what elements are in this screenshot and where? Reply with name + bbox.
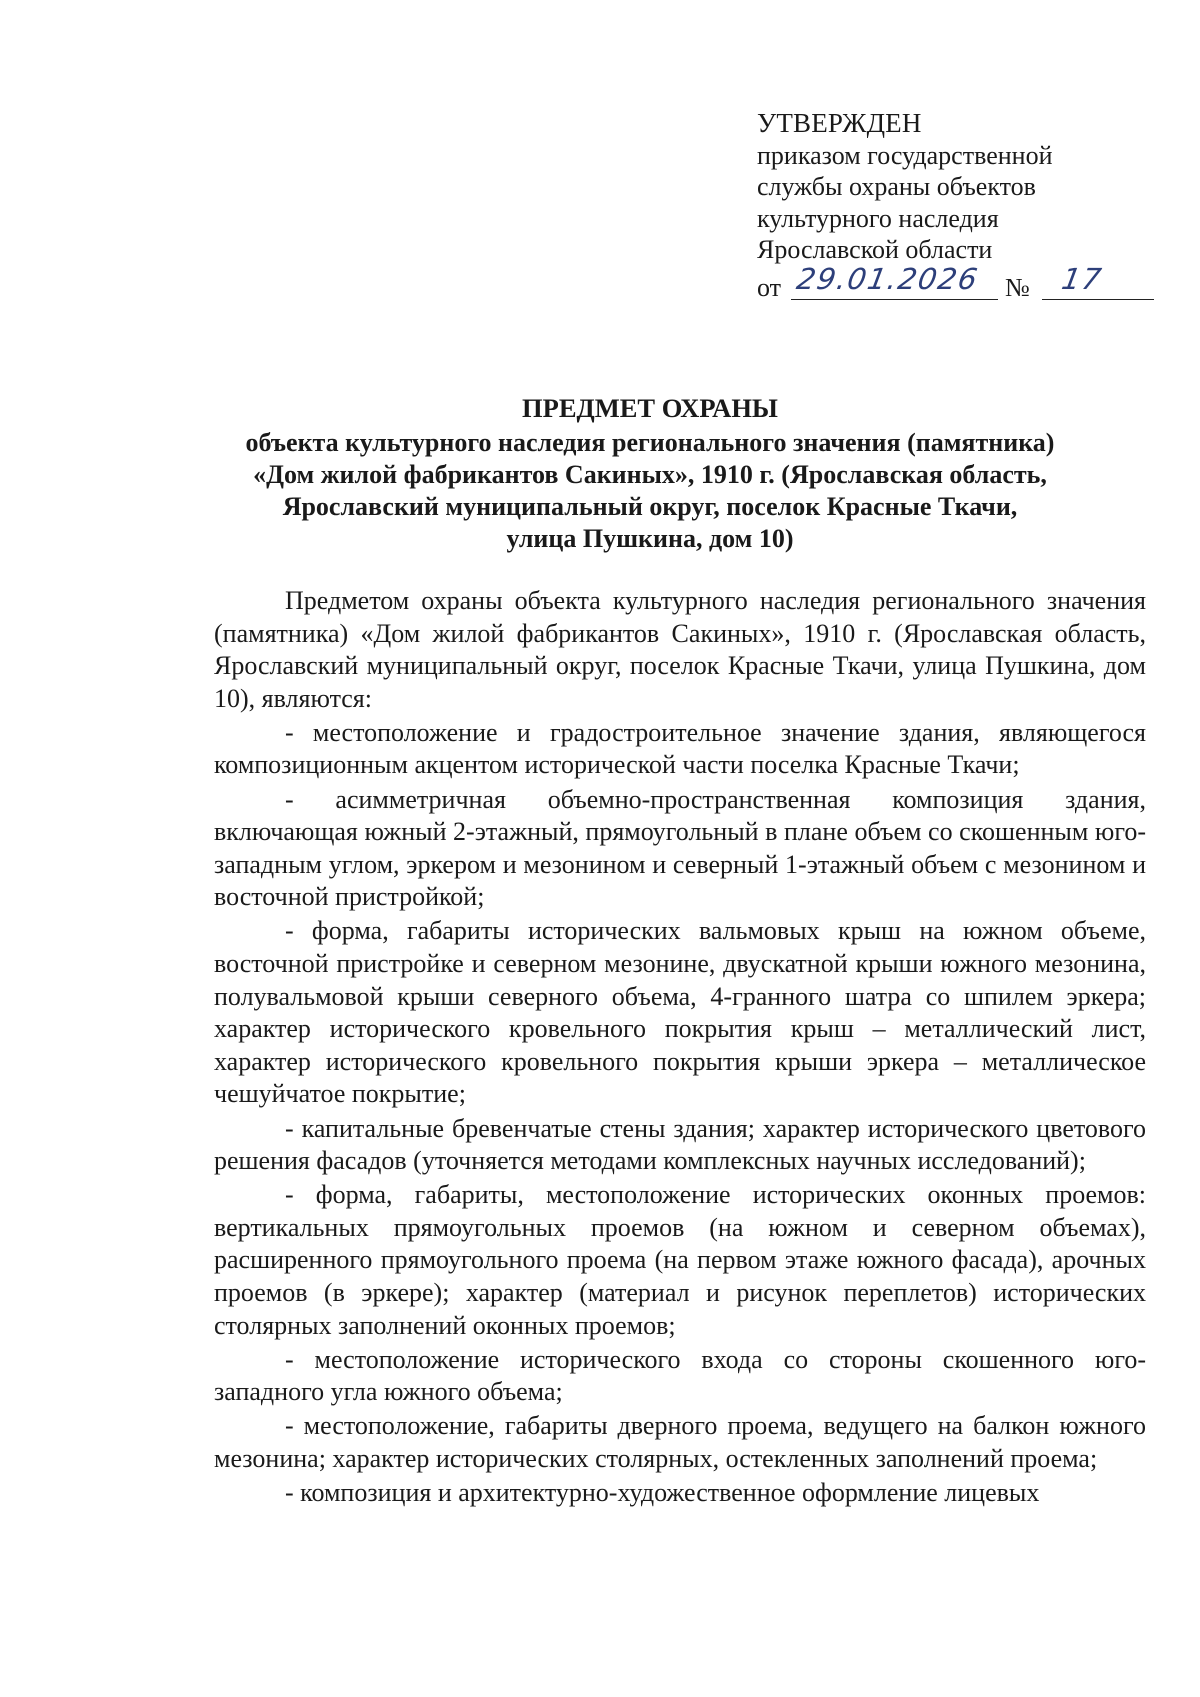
body-paragraph-item: - форма, габариты, местоположение исторических оконных проемов: вертикальных прямоугольных проемов (на южном и северном объемах), расширенного прямоугольного проема (на первом этаже южного фасада), арочных проемов (в эркере); характер (материал и рисунок переплетов) исторических столярных заполнений оконных проемов; [214, 1180, 1146, 1340]
handwritten-number: 17 [1059, 261, 1106, 296]
body-paragraph-item: - композиция и архитектурно-художественное оформление лицевых [285, 1478, 1040, 1508]
body-paragraph-intro: Предметом охраны объекта культурного наследия регионального значения (памятника) «Дом жилой фабрикантов Сакиных», 1910 г. (Ярославская область, Ярославский муниципальный округ, поселок Красные Ткачи, улица Пушкина, дом 10), являются: [214, 586, 1146, 713]
body-paragraph-item: - местоположение исторического входа со стороны скошенного юго-западного угла южного объема; [214, 1344, 1146, 1407]
handwritten-date: 29.01.2026 [794, 261, 982, 296]
body-paragraph-item: - местоположение и градостроительное значение здания, являющегося композиционным акцентом исторической части поселка Красные Ткачи; [214, 717, 1146, 780]
number-underline [1042, 261, 1154, 300]
title-subline: объекта культурного наследия регионального значения (памятника) [245, 428, 1055, 457]
body-paragraph-item: - форма, габариты исторических вальмовых крыш на южном объеме, восточной пристройке и северном мезонине, двускатной крыши южного мезонина, полувальмовой крыши северного объема, 4-гранного шатра со шпилем эркера; характер исторического кровельного покрытия крыш – металлический лист, характер исторического кровельного покрытия крыши эркера – металлическое чешуйчатое покрытие; [214, 916, 1146, 1109]
approval-block [757, 108, 1157, 304]
title-main: ПРЕДМЕТ ОХРАНЫ [522, 393, 778, 423]
title-subline: «Дом жилой фабрикантов Сакиных», 1910 г. (Ярославская область, [253, 460, 1047, 489]
number-label: № [1005, 272, 1030, 302]
title-subline: Ярославский муниципальный округ, поселок Красные Ткачи, [282, 492, 1018, 521]
document-body [214, 585, 1146, 1510]
body-paragraph-item: - местоположение, габариты дверного проема, ведущего на балкон южного мезонина; характер исторических столярных, остекленных заполнений проема; [214, 1411, 1146, 1473]
date-underline [791, 261, 998, 300]
body-paragraph-item: - асимметричная объемно-пространственная композиция здания, включающая южный 2-этажный, прямоугольный в плане объем со скошенным юго-западным углом, эркером и мезонином и северный 1-этажный объем с мезонином и восточной пристройкой; [214, 784, 1146, 912]
approval-line: службы охраны объектов [757, 172, 1036, 201]
order-date-number-row [757, 261, 1157, 304]
title-subline: улица Пушкина, дом 10) [506, 524, 794, 553]
document-title [150, 392, 1150, 555]
approval-line: приказом государственной [757, 140, 1053, 170]
date-label: от [757, 272, 782, 302]
body-paragraph-item: - капитальные бревенчатые стены здания; характер исторического цветового решения фасадов (уточняется методами комплексных научных исследований); [214, 1113, 1146, 1176]
approval-line: культурного наследия [757, 203, 999, 233]
approval-line: Ярославской области [757, 235, 993, 264]
approval-heading: УТВЕРЖДЕН [757, 108, 922, 138]
